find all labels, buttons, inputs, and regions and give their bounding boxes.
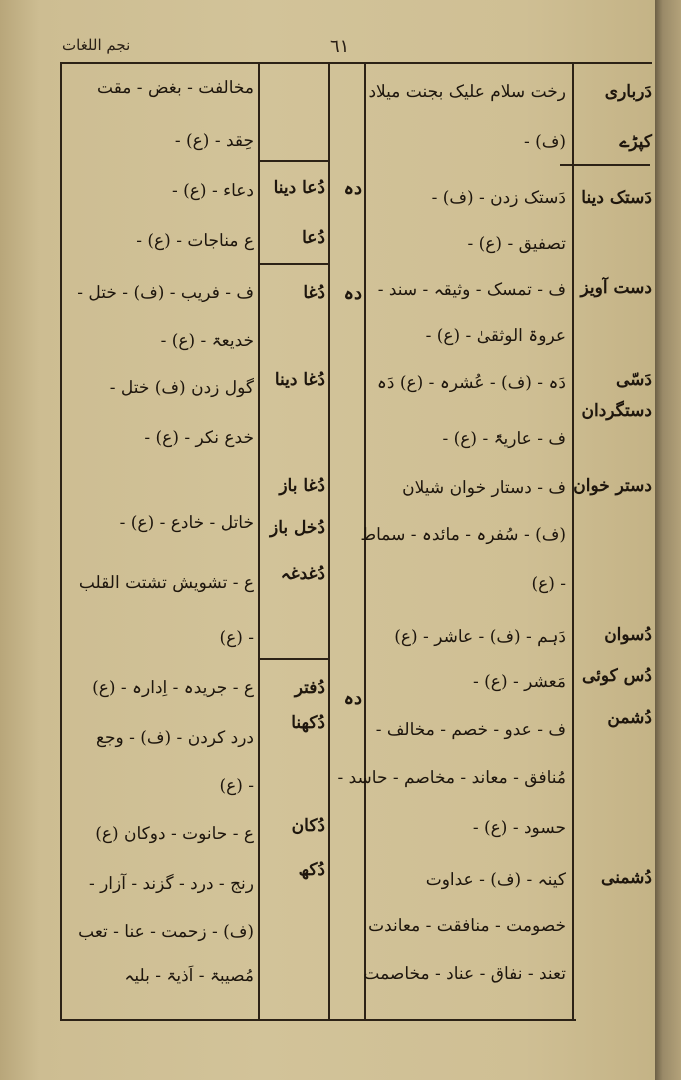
headword-right: دُسوان bbox=[604, 625, 652, 645]
entry-line-right: خصومت - منافقت - معاندت bbox=[368, 916, 566, 936]
entry-line-left: دعاء - (ع) - bbox=[172, 181, 254, 201]
table-left-border bbox=[60, 62, 62, 1020]
entry-line-left: گول زدن (ف) ختل - bbox=[109, 378, 254, 398]
headword-right: دُس کوئی bbox=[581, 666, 652, 686]
entry-line-left: مخالفت - بغض - مقت bbox=[97, 78, 254, 98]
mid-rule bbox=[260, 263, 328, 265]
entry-line-right: دَہ - (ف) - عُشرہ - (ع) دَہ bbox=[376, 373, 566, 393]
headword-right: دُشمنی bbox=[601, 868, 652, 888]
headword-mid: دُعا bbox=[302, 228, 325, 248]
entry-line-right: ف - عدو - خصم - مخالف - bbox=[375, 720, 566, 740]
headword-right: دَستک دینا bbox=[581, 188, 652, 208]
headword-mid: دُفتر bbox=[294, 678, 325, 698]
entry-line-right: کینہ - (ف) - عداوت bbox=[425, 870, 566, 890]
headword-mid: دُکھنا bbox=[291, 713, 325, 733]
entry-line-right: (ف) - سُفرہ - مائدہ - سماط bbox=[360, 525, 566, 545]
entry-line-right: ف - تمسک - وثیقہ - سند - bbox=[377, 280, 566, 300]
entry-line-left: خدع نکر - (ع) - bbox=[144, 428, 254, 448]
entry-line-left: خاتل - خادع - (ع) - bbox=[119, 513, 254, 533]
entry-line-left: درد کردن - (ف) - وجع bbox=[95, 728, 254, 748]
entry-line-left: خدیعۃ - (ع) - bbox=[160, 331, 254, 351]
section-number: دہ bbox=[343, 283, 362, 304]
headword-mid: دُکھ bbox=[298, 860, 325, 880]
page-number: ٦١ bbox=[330, 36, 350, 57]
running-header: نجم اللغات bbox=[62, 36, 131, 54]
entry-line-right: (ف) - bbox=[523, 132, 566, 152]
headword-right: دست آویز bbox=[580, 278, 652, 298]
headword-mid: دُکان bbox=[291, 816, 325, 836]
entry-line-right: مُنافق - معاند - مخاصم - حاسد - bbox=[337, 768, 566, 788]
entry-line-left: - (ع) bbox=[219, 628, 254, 648]
mid-rule bbox=[260, 658, 328, 660]
entry-line-left: رنج - درد - گزند - آزار - bbox=[88, 874, 254, 894]
headword-right: دَرباری bbox=[604, 82, 652, 102]
headword-right: کپڑے bbox=[619, 132, 652, 152]
entry-line-right: ف - دستار خوان شیلان bbox=[402, 478, 566, 498]
headword-mid: دُعا دینا bbox=[273, 178, 325, 198]
section-number: دہ bbox=[343, 688, 362, 709]
entry-line-left: مُصیبۃ - اَذیۃ - بلیہ bbox=[124, 966, 254, 986]
right-rule bbox=[560, 164, 650, 166]
column-divider-1 bbox=[258, 62, 260, 1020]
column-divider-2 bbox=[328, 62, 330, 1020]
entry-line-left: حِقد - (ع) - bbox=[174, 131, 254, 151]
headword-mid: دُخل باز bbox=[270, 518, 325, 538]
entry-line-left: ع - جریدہ - اِدارہ - (ع) bbox=[92, 678, 254, 698]
page-edge bbox=[655, 0, 681, 1080]
headword-mid: دُغا دینا bbox=[274, 370, 325, 390]
entry-line-left: ع مناجات - (ع) - bbox=[136, 231, 254, 251]
entry-line-left: ع - حانوت - دوکان (ع) bbox=[95, 824, 254, 844]
entry-line-right: ف - عاریۃً - (ع) - bbox=[442, 429, 566, 449]
headword-right: دُشمن bbox=[607, 708, 652, 728]
table-top-border bbox=[60, 62, 652, 64]
headword-mid: دُغا باز bbox=[279, 476, 325, 496]
headword-right: دستگردان bbox=[581, 401, 652, 421]
entry-line-left: (ف) - زحمت - عنا - تعب bbox=[78, 922, 254, 942]
headword-mid: دُغا bbox=[303, 283, 325, 303]
entry-line-right: - (ع) bbox=[531, 574, 566, 594]
entry-line-right: مَعشر - (ع) - bbox=[473, 672, 566, 692]
entry-line-right: تصفیق - (ع) - bbox=[467, 234, 566, 254]
entry-line-right: دَستک زدن - (ف) - bbox=[431, 188, 566, 208]
mid-rule bbox=[260, 160, 328, 162]
headword-right: دَسّی bbox=[616, 370, 652, 390]
headword-mid: دُغدغہ bbox=[280, 564, 325, 584]
entry-line-right: تعند - نفاق - عناد - مخاصمت bbox=[363, 964, 566, 984]
entry-line-right: حسود - (ع) - bbox=[472, 818, 566, 838]
entry-line-right: رخت سلام علیک بجنت میلاد bbox=[368, 82, 566, 102]
entry-line-left: - (ع) bbox=[219, 776, 254, 796]
entry-line-left: ع - تشویش تشتت القلب bbox=[78, 573, 254, 593]
entry-line-left: ف - فریب - (ف) - ختل - bbox=[77, 283, 254, 303]
entry-line-right: عروۃ الوثقیٰ - (ع) - bbox=[425, 326, 566, 346]
section-number: دہ bbox=[343, 178, 362, 199]
table-bottom-border bbox=[60, 1019, 576, 1021]
entry-line-right: دَہم - (ف) - عاشر - (ع) bbox=[394, 627, 566, 647]
headword-right: دستر خوان bbox=[573, 476, 652, 496]
